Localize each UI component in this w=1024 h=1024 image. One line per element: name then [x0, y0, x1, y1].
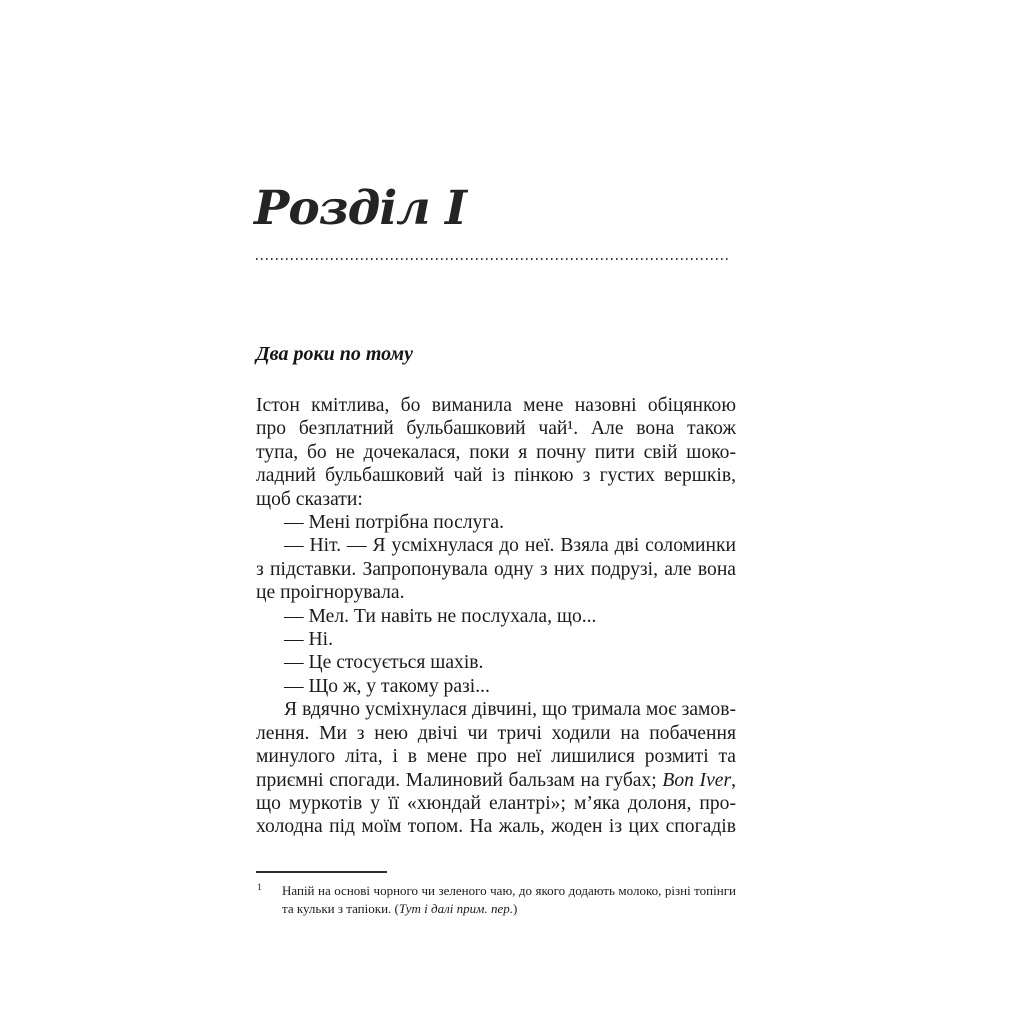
- text-line: — Ні.: [284, 629, 333, 651]
- text-line: холодна під моїм топом. На жаль, жоден із цих спогадів: [256, 816, 736, 838]
- section-subtitle: Два роки по тому: [256, 343, 413, 365]
- footnote-divider: [256, 871, 387, 873]
- dotted-divider: [256, 258, 731, 260]
- text-line: це проігнорувала.: [256, 582, 405, 604]
- text-line: про безплатний бульбашковий чай¹. Але вона також: [256, 418, 736, 440]
- chapter-heading: Розділ І: [254, 181, 466, 236]
- text-line: Істон кмітлива, бо виманила мене назовні обіцянкою: [256, 395, 736, 416]
- text-line: — Мені потрібна послуга.: [284, 512, 504, 534]
- text-line: з підставки. Запропонувала одну з них подрузі, але вона: [256, 558, 736, 580]
- text-line: — Ніт. — Я усміхнулася до неї. Взяла дві соломинки: [284, 535, 736, 557]
- text-line: ладний бульбашковий чай із пінкою з густих вершків,: [256, 465, 736, 487]
- text-line: та кульки з тапіоки. (Тут і далі прим. пер.): [282, 900, 518, 916]
- text-line: Напій на основі чорного чи зеленого чаю, до якого додають молоко, різні топінги: [282, 883, 736, 898]
- footnote-text: [282, 882, 736, 917]
- text-line: приємні спогади. Малиновий бальзам на губах; Bon Iver,: [256, 769, 736, 791]
- text-line: тупа, бо не дочекалася, поки я почну пити свій шоко-: [256, 441, 736, 463]
- text-line: що муркотів у її «хюндай елантрі»; м’яка долоня, про-: [256, 792, 736, 814]
- text-line: — Що ж, у такому разі...: [284, 675, 490, 697]
- footnote: [256, 882, 736, 917]
- text-line: щоб сказати:: [256, 488, 363, 510]
- text-line: Я вдячно усміхнулася дівчині, що тримала моє замов-: [284, 699, 736, 721]
- text-line: лення. Ми з нею двічі чи тричі ходили на побачення: [256, 722, 736, 744]
- text-line: — Це стосується шахів.: [284, 652, 484, 674]
- text-line: — Мел. Ти навіть не послухала, що...: [284, 605, 597, 627]
- text-line: минулого літа, і в мене про неї лишилися розмиті та: [256, 746, 736, 768]
- body-text: [256, 394, 736, 839]
- footnote-marker: 1: [257, 883, 262, 893]
